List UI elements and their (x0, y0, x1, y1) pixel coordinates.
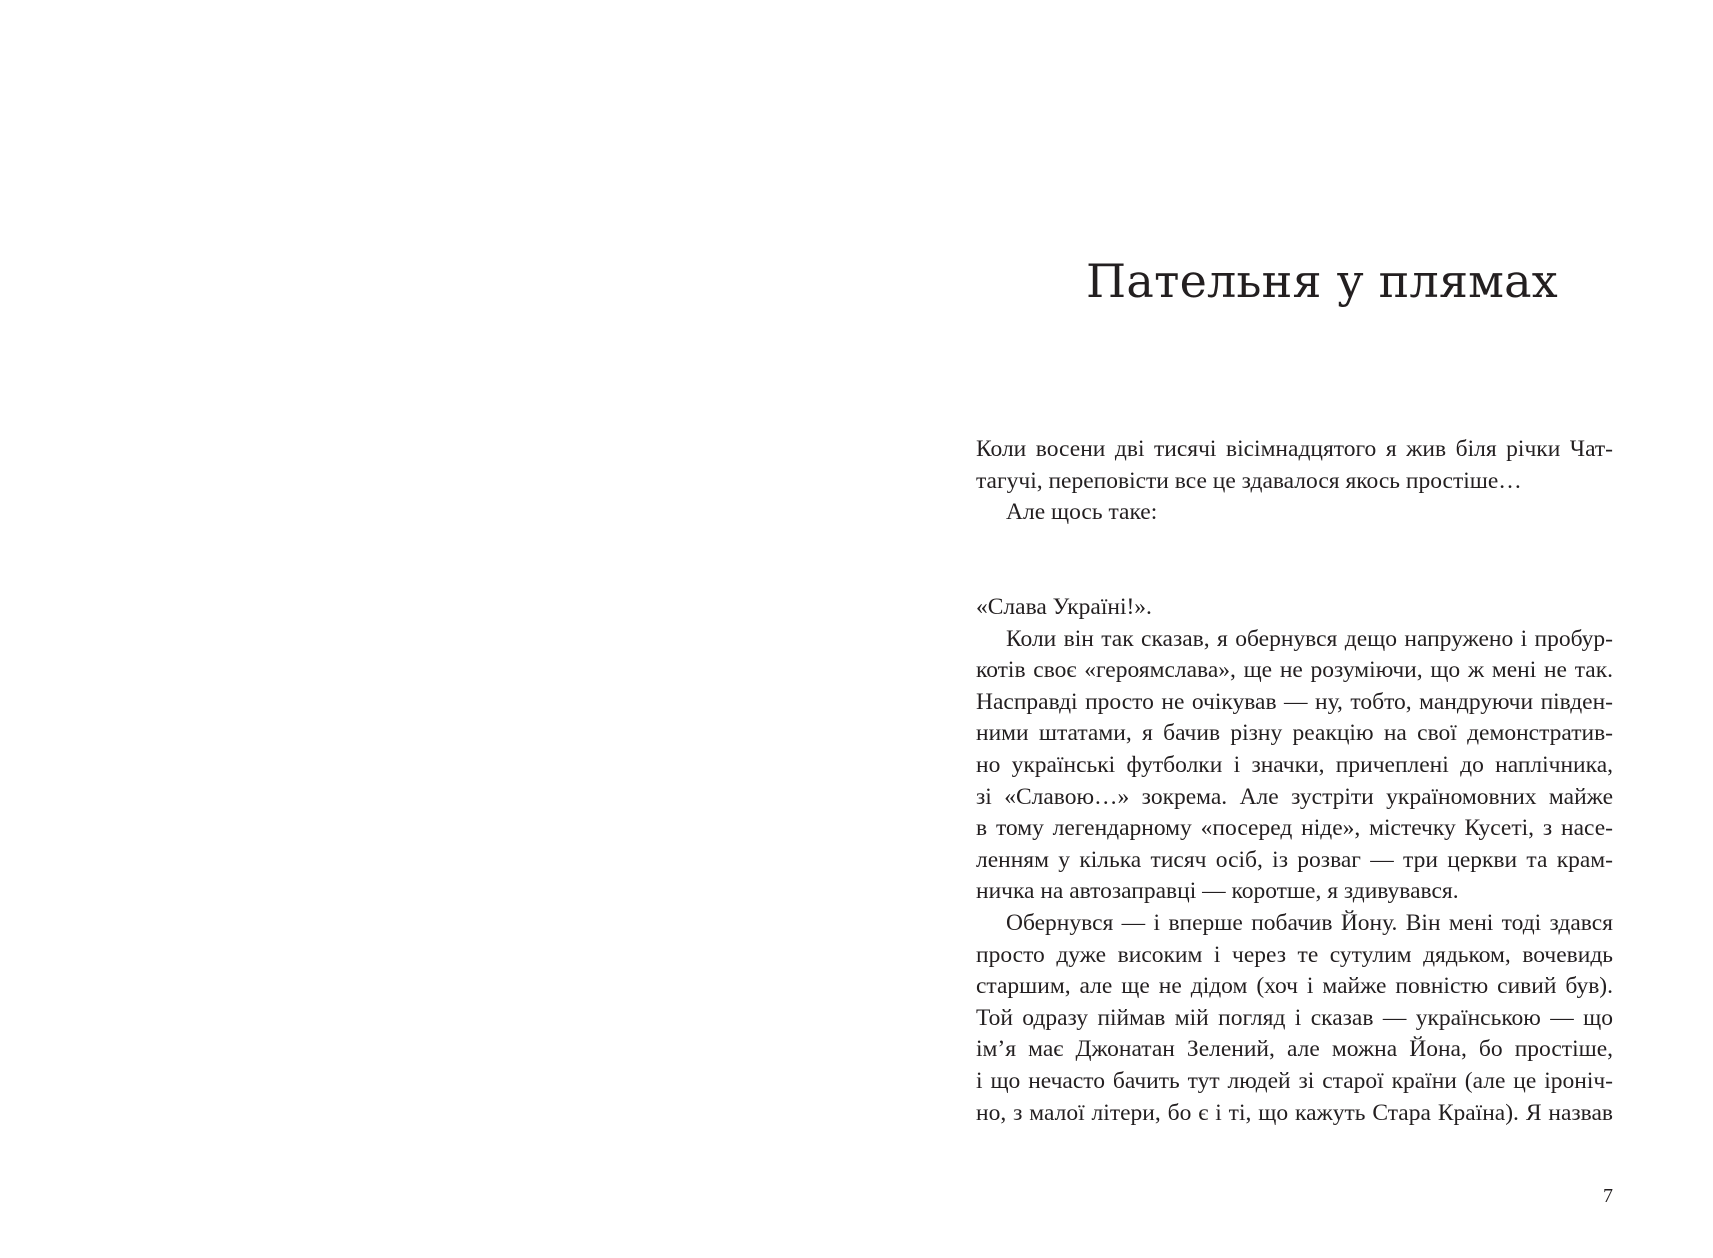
chapter-title: Пательня у плямах (1086, 254, 1558, 308)
body-paragraphs (976, 592, 1613, 1129)
text-line: Коли восени дві тисячі вісімнадцятого я жив біля річки Чат- (976, 436, 1613, 462)
text-line: в тому легендарному «посеред ніде», містечку Кусеті, з насе- (976, 815, 1613, 842)
text-line: і що нечасто бачить тут людей зі старої країни (але це іроніч- (976, 1067, 1613, 1094)
page-number: 7 (1603, 1185, 1613, 1207)
text-line: ленням у кілька тисяч осіб, із розваг — три церкви та крам- (976, 846, 1613, 873)
intro-paragraphs (976, 434, 1613, 529)
text-line: Але щось таке: (1006, 499, 1158, 526)
text-line: «Слава Україні!». (976, 594, 1152, 620)
text-line: тагучі, переповісти все це здавалося якось простіше… (976, 467, 1522, 494)
text-line: но українські футболки і значки, причеплені до наплічника, (976, 751, 1613, 778)
text-line: просто дуже високим і через те сутулим дядьком, вочевидь (976, 941, 1613, 968)
text-line: котів своє «героямслава», ще не розуміючи, що ж мені не так. (976, 657, 1613, 684)
text-line: Коли він так сказав, я обернувся дещо напружено і пробур- (1006, 625, 1613, 652)
text-line: Насправді просто не очікував — ну, тобто, мандруючи півден- (976, 688, 1613, 715)
right-page (856, 0, 1713, 1258)
text-line: ім’я має Джонатан Зелений, але можна Йона, бо простіше, (976, 1036, 1613, 1063)
text-line: Обернувся — і вперше побачив Йону. Він мені тоді здався (1006, 909, 1613, 936)
text-line: старшим, але ще не дідом (хоч і майже повністю сивий був). (976, 973, 1613, 1000)
text-line: ними штатами, я бачив різну реакцію на свої демонстратив- (976, 720, 1613, 747)
text-line: зі «Славою…» зокрема. Але зустріти україномовних майже (976, 783, 1613, 810)
left-page-blank (0, 0, 856, 1258)
text-line: Той одразу піймав мій погляд і сказав — українською — що (976, 1004, 1613, 1031)
text-line: ничка на автозаправці — коротше, я здивувався. (976, 878, 1459, 905)
text-line: но, з малої літери, бо є і ті, що кажуть Стара Країна). Я назвав (976, 1099, 1613, 1126)
